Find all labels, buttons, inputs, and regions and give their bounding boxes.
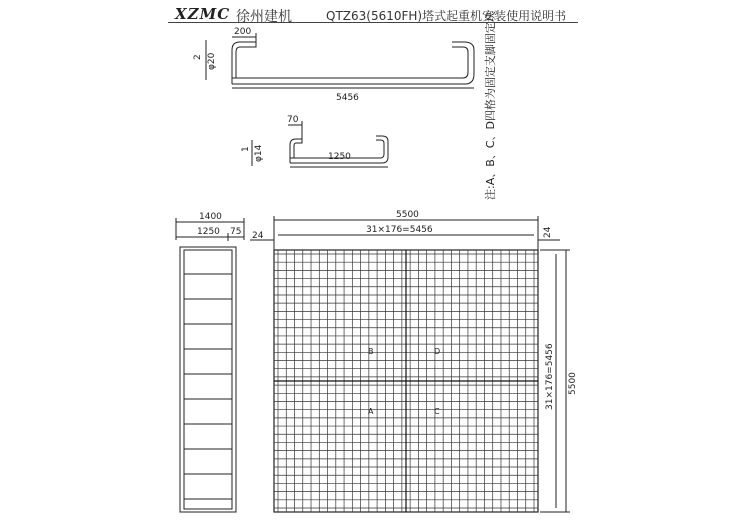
bar2-diameter: φ14 [254, 144, 264, 162]
rebar-2-hook [290, 139, 302, 163]
bar1-length-dim: 5456 [336, 93, 359, 103]
support-label-b: B [368, 347, 374, 356]
company-logo: XZMC [175, 5, 231, 23]
bar1-diameter: φ20 [207, 52, 217, 70]
manual-title: QTZ63(5610FH)塔式起重机安装使用说明书 [326, 9, 567, 23]
bar2-mark: 1 [241, 146, 251, 152]
mesh-spacing-right: 31×176=5456 [545, 343, 555, 410]
side-inner-width: 1250 [197, 227, 220, 237]
support-label-d: D [434, 347, 441, 356]
support-label-a: A [368, 407, 374, 416]
bar1-mark: 2 [193, 54, 203, 60]
mesh-edge-left: 24 [252, 231, 264, 241]
side-total-width: 1400 [199, 212, 222, 222]
mesh-overall-height: 5500 [568, 372, 578, 395]
mesh-spacing-top: 31×176=5456 [366, 225, 433, 235]
side-view-inner [184, 250, 232, 509]
side-view-frame [180, 247, 236, 512]
company-name: 徐州建机 [236, 9, 292, 25]
support-label-c: C [434, 407, 440, 416]
bar1-hook-dim: 200 [234, 27, 252, 37]
side-view [176, 218, 244, 512]
rebar-detail-1 [232, 33, 474, 88]
bar2-hook-dim: 70 [287, 115, 299, 125]
mesh-edge-right: 24 [543, 226, 553, 238]
side-offset: 75 [230, 227, 242, 237]
bar2-length-dim: 1250 [328, 152, 351, 162]
mesh-overall-width: 5500 [396, 210, 419, 220]
drawing-note: 注:A、B、C、D四格为固定支脚固定块 [484, 11, 497, 200]
rebar-1-outline [232, 47, 468, 78]
